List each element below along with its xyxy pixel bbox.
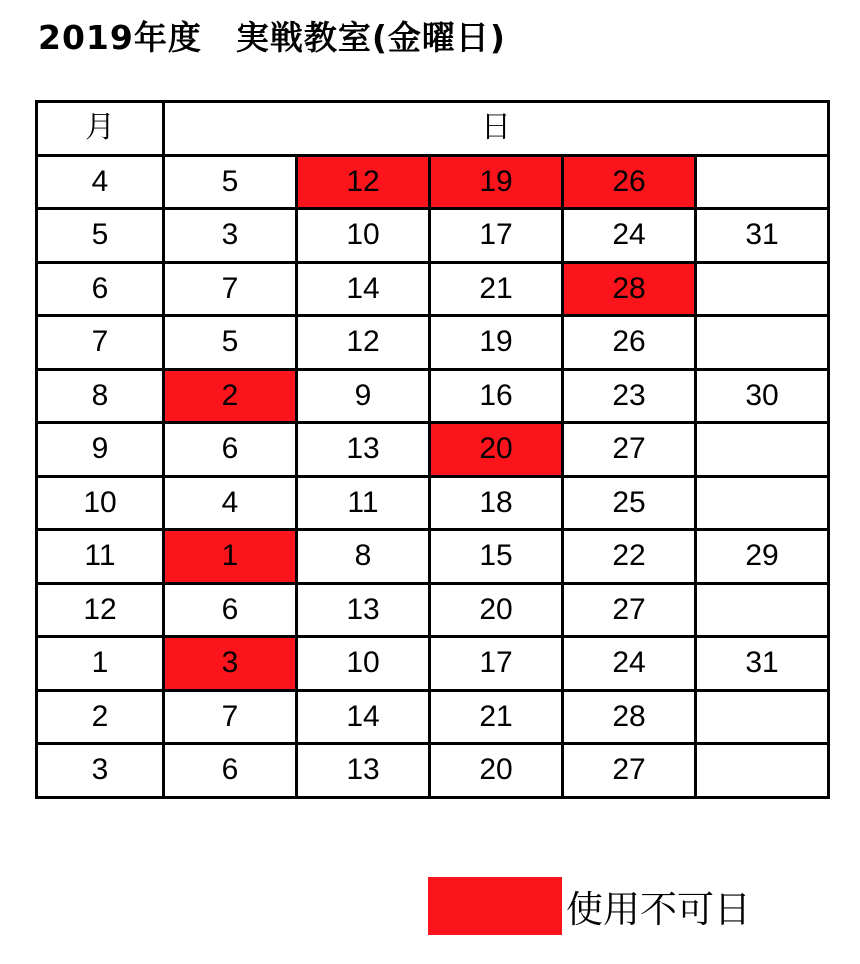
day-cell: 3 [164,637,297,691]
empty-cell [696,262,829,316]
day-cell: 24 [563,637,696,691]
day-cell: 27 [563,583,696,637]
empty-cell [696,690,829,744]
table-row [37,530,829,584]
day-cell: 20 [430,583,563,637]
day-cell: 7 [164,262,297,316]
day-cell: 17 [430,209,563,263]
day-cell: 25 [563,476,696,530]
day-cell: 12 [297,155,430,209]
day-cell: 10 [297,209,430,263]
day-cell: 3 [164,209,297,263]
day-cell: 31 [696,637,829,691]
day-cell: 6 [164,744,297,798]
empty-cell [696,155,829,209]
day-cell: 6 [164,423,297,477]
header-row [37,102,829,156]
schedule-table-body [37,155,829,797]
day-cell: 19 [430,316,563,370]
table-row [37,690,829,744]
day-cell: 28 [563,690,696,744]
table-row [37,369,829,423]
day-cell: 22 [563,530,696,584]
month-cell: 2 [37,690,164,744]
day-cell: 26 [563,155,696,209]
month-cell: 6 [37,262,164,316]
month-cell: 11 [37,530,164,584]
day-cell: 20 [430,423,563,477]
day-column-header: 日 [164,102,829,156]
legend [428,877,751,935]
day-cell: 21 [430,262,563,316]
day-cell: 13 [297,744,430,798]
table-row [37,155,829,209]
table-row [37,637,829,691]
day-cell: 18 [430,476,563,530]
day-cell: 13 [297,423,430,477]
day-cell: 27 [563,423,696,477]
day-cell: 28 [563,262,696,316]
day-cell: 27 [563,744,696,798]
month-cell: 3 [37,744,164,798]
day-cell: 30 [696,369,829,423]
day-cell: 16 [430,369,563,423]
day-cell: 8 [297,530,430,584]
month-cell: 4 [37,155,164,209]
table-row [37,209,829,263]
schedule-table [35,100,830,799]
day-cell: 14 [297,262,430,316]
day-cell: 5 [164,316,297,370]
day-cell: 11 [297,476,430,530]
day-cell: 15 [430,530,563,584]
empty-cell [696,476,829,530]
day-cell: 24 [563,209,696,263]
table-row [37,316,829,370]
day-cell: 2 [164,369,297,423]
legend-label: 使用不可日 [566,889,751,930]
month-column-header: 月 [37,102,164,156]
month-cell: 12 [37,583,164,637]
month-cell: 9 [37,423,164,477]
page-title: 2019年度 実戦教室(金曜日) [38,18,507,57]
month-cell: 8 [37,369,164,423]
day-cell: 14 [297,690,430,744]
day-cell: 20 [430,744,563,798]
empty-cell [696,423,829,477]
month-cell: 10 [37,476,164,530]
day-cell: 21 [430,690,563,744]
day-cell: 17 [430,637,563,691]
day-cell: 26 [563,316,696,370]
day-cell: 13 [297,583,430,637]
day-cell: 1 [164,530,297,584]
table-row [37,262,829,316]
table-row [37,476,829,530]
day-cell: 9 [297,369,430,423]
month-cell: 5 [37,209,164,263]
empty-cell [696,316,829,370]
day-cell: 7 [164,690,297,744]
day-cell: 12 [297,316,430,370]
day-cell: 5 [164,155,297,209]
unavailable-color-swatch [428,877,562,935]
day-cell: 4 [164,476,297,530]
day-cell: 23 [563,369,696,423]
day-cell: 29 [696,530,829,584]
month-cell: 1 [37,637,164,691]
day-cell: 31 [696,209,829,263]
table-row [37,744,829,798]
table-row [37,583,829,637]
empty-cell [696,583,829,637]
day-cell: 10 [297,637,430,691]
empty-cell [696,744,829,798]
table-row [37,423,829,477]
day-cell: 19 [430,155,563,209]
day-cell: 6 [164,583,297,637]
month-cell: 7 [37,316,164,370]
